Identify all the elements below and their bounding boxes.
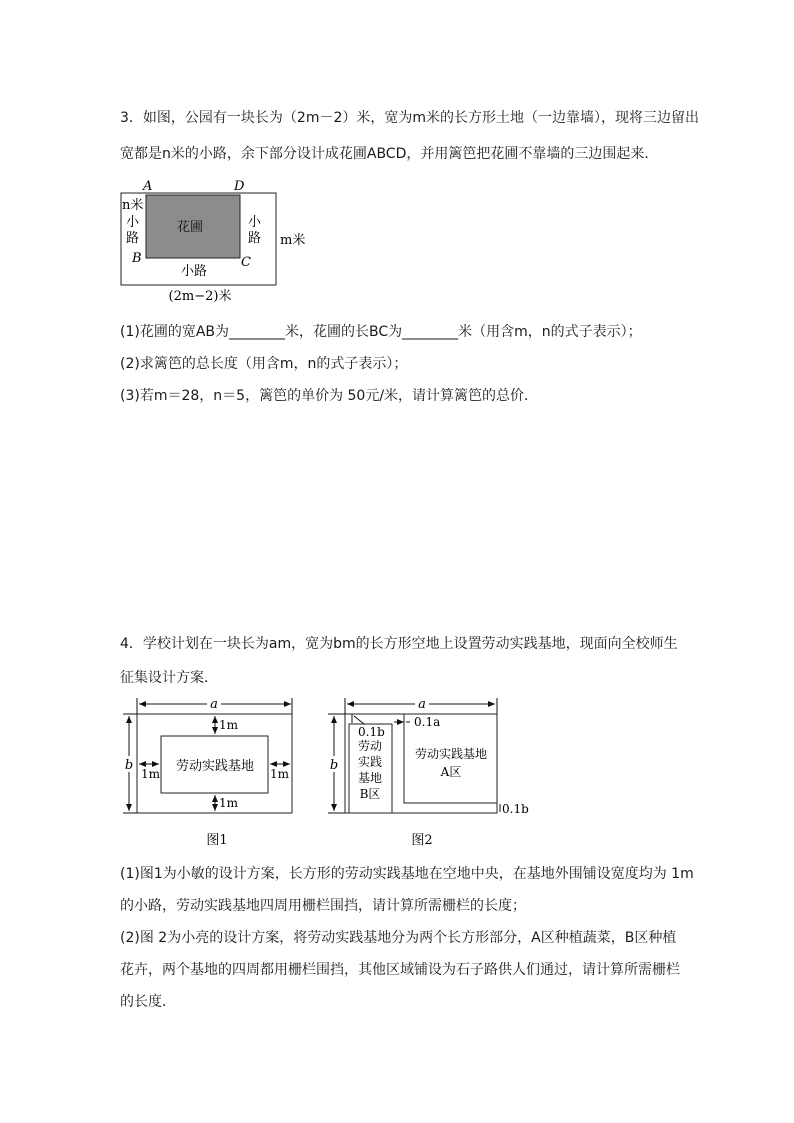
fig1-right: 1m [270,767,290,781]
q4-line2: 征集设计方案． [120,670,218,686]
fig2-a: a [418,697,426,712]
fig2-zone-a-2: A区 [440,765,462,779]
fig2-zone-a-1: 劳动实践基地 [414,747,488,761]
q4-sub1-line1: (1)图1为小敏的设计方案，长方形的劳动实践基地在空地中央，在基地外围铺设宽度均为 1m [120,866,694,882]
q4-sub1-line2: 的小路，劳动实践基地四周用栅栏围挡，请计算所需栅栏的长度； [120,898,526,914]
fig1-a: a [210,697,218,712]
point-b: B [132,251,142,266]
path-right-2: 路 [248,231,262,246]
path-left-2: 路 [126,231,140,246]
fig1-bottom: 1m [219,796,239,810]
q4-figure-2 [318,692,533,854]
width-label: m米 [280,233,306,248]
fig2-caption: 图2 [411,833,433,848]
q4-line1: 4．学校计划在一块长为am，宽为bm的长方形空地上设置劳动实践基地，现面向全校师生 [120,636,678,652]
fig2-top-gap: 0.1a [414,715,441,729]
q4-sub2-line1: (2)图 2为小亮的设计方案，将劳动实践基地分为两个长方形部分，A区种植蔬菜，B区种植 [120,930,677,946]
fig2-zone-b-4: B区 [359,787,381,801]
fig1-top: 1m [219,718,239,732]
garden-label: 花圃 [176,220,204,235]
q4-sub2-line2: 花卉，两个基地的四周都用栅栏围挡，其他区域铺设为石子路供人们通过，请计算所需栅栏 [120,962,680,978]
fig1-left: 1m [141,767,161,781]
q3-line2: 宽都是n米的小路，余下部分设计成花圃ABCD，并用篱笆把花圃不靠墙的三边围起来． [120,146,659,162]
q3-sub1: (1)花圃的宽AB为________米，花圃的长BC为________米（用含m，n的式子表示）； [120,324,642,340]
q4-figure-1 [115,692,305,854]
q3-garden-figure [110,178,310,308]
n-label: n米 [122,198,144,213]
point-c: C [241,255,251,270]
q3-sub3: (3)若m＝28，n＝5，篱笆的单价为 50元/米，请计算篱笆的总价． [120,388,539,404]
point-a: A [143,179,153,194]
q3-line1: 3．如图，公园有一块长为（2m－2）米，宽为m米的长方形土地（一边靠墙），现将三边留出 [120,110,699,126]
fig2-b: b [329,758,339,773]
path-left-1: 小 [126,215,140,230]
path-right-1: 小 [248,215,262,230]
path-bottom: 小路 [180,264,208,279]
fig1-b: b [124,758,134,773]
q3-sub2: (2)求篱笆的总长度（用含m，n的式子表示）； [120,356,408,372]
q4-sub2-line3: 的长度． [120,994,176,1010]
fig1-center: 劳动实践基地 [175,759,255,774]
fig2-bottom-gap: 0.1b [502,802,529,816]
length-label: (2m−2)米 [168,289,232,304]
fig2-left-gap: 0.1b [358,725,385,739]
fig2-zone-b-2: 实践 [357,755,383,769]
point-d: D [234,179,245,194]
fig2-zone-b-1: 劳动 [357,739,383,753]
fig1-caption: 图1 [206,833,228,848]
fig2-zone-b-3: 基地 [357,771,383,785]
